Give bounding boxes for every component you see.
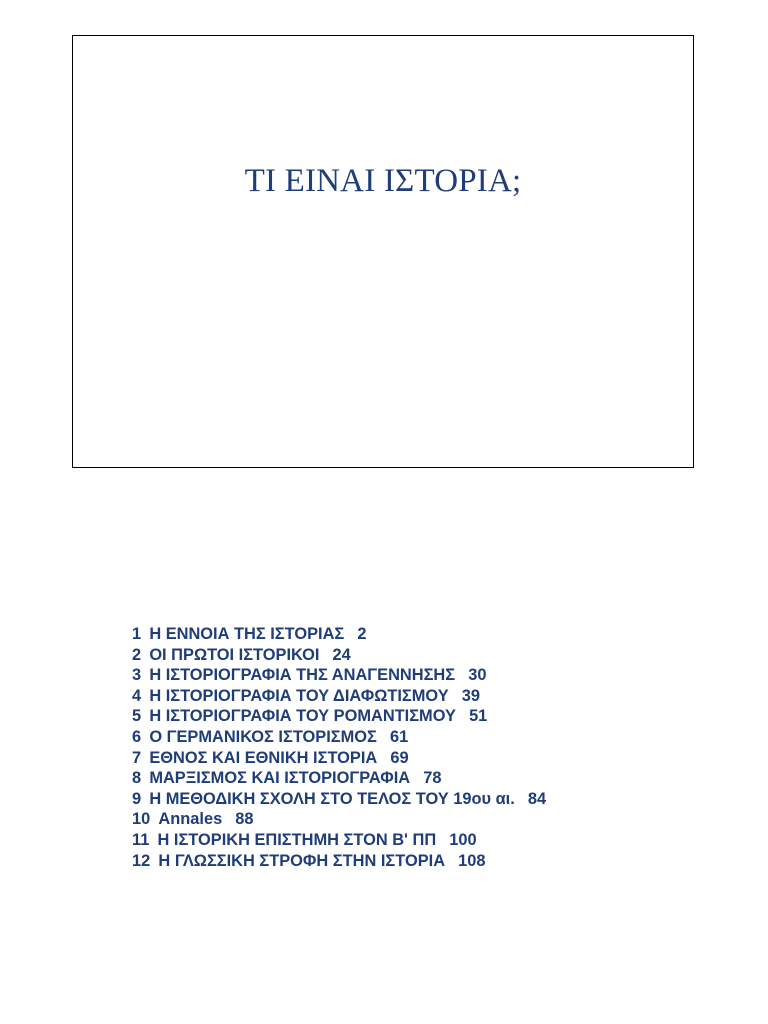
toc-item-title: Η ΓΛΩΣΣΙΚΗ ΣΤΡΟΦΗ ΣΤΗΝ ΙΣΤΟΡΙΑ — [158, 851, 446, 870]
toc-item-title: Annales — [158, 810, 223, 829]
toc-item — [132, 727, 546, 748]
toc-item-number: 5 — [132, 707, 142, 726]
toc-item-page: 108 — [458, 851, 486, 870]
toc-item — [132, 706, 546, 727]
toc-item — [132, 768, 546, 789]
table-of-contents — [132, 624, 546, 871]
toc-item-title: ΕΘΝΟΣ ΚΑΙ ΕΘΝΙΚΗ ΙΣΤΟΡΙΑ — [149, 748, 378, 767]
toc-item-number: 8 — [132, 769, 142, 788]
toc-item-page: 84 — [527, 789, 547, 808]
toc-item-page: 51 — [469, 707, 488, 726]
toc-item — [132, 830, 546, 851]
toc-item — [132, 789, 546, 810]
toc-item-page: 39 — [461, 686, 480, 705]
toc-item-title: Η ΜΕΘΟΔΙΚΗ ΣΧΟΛΗ ΣΤΟ ΤΕΛΟΣ ΤΟΥ 19ου αι. — [149, 789, 515, 808]
toc-item-number: 3 — [132, 666, 142, 685]
toc-item-page: 78 — [423, 769, 442, 788]
toc-item-title: Η ΙΣΤΟΡΙΚΗ ΕΠΙΣΤΗΜΗ ΣΤΟΝ Β' ΠΠ — [157, 830, 437, 849]
toc-item — [132, 686, 546, 707]
toc-item-page: 30 — [468, 666, 487, 685]
toc-item — [132, 748, 546, 769]
toc-item-page: 88 — [235, 810, 254, 829]
toc-item — [132, 809, 546, 830]
toc-item-number: 12 — [132, 851, 151, 870]
toc-item — [132, 851, 546, 872]
toc-item-number: 7 — [132, 748, 142, 767]
toc-item — [132, 624, 546, 645]
toc-item — [132, 665, 546, 686]
toc-item-title: Η ΕΝΝΟΙΑ ΤΗΣ ΙΣΤΟΡΙΑΣ — [149, 625, 345, 643]
toc-item-title: Η ΙΣΤΟΡΙΟΓΡΑΦΙΑ ΤΟΥ ΡΟΜΑΝΤΙΣΜΟΥ — [149, 707, 456, 726]
toc-item-number: 11 — [132, 830, 150, 849]
toc-item-number: 6 — [132, 727, 142, 746]
toc-item-title: ΜΑΡΞΙΣΜΟΣ ΚΑΙ ΙΣΤΟΡΙΟΓΡΑΦΙΑ — [149, 769, 411, 788]
toc-item-number: 2 — [132, 645, 142, 664]
toc-item — [132, 645, 546, 666]
toc-item-number: 4 — [132, 686, 142, 705]
toc-item-number: 9 — [132, 789, 142, 808]
toc-item-page: 2 — [357, 625, 367, 643]
toc-item-title: Η ΙΣΤΟΡΙΟΓΡΑΦΙΑ ΤΗΣ ΑΝΑΓΕΝΝΗΣΗΣ — [149, 666, 456, 685]
toc-item-page: 100 — [449, 830, 477, 849]
toc-item-title: ΟΙ ΠΡΩΤΟΙ ΙΣΤΟΡΙΚΟΙ — [149, 645, 320, 664]
toc-item-page: 24 — [332, 645, 351, 664]
toc-item-number: 1 — [132, 625, 142, 643]
cover-title-box — [72, 35, 694, 468]
document-title: ΤΙ ΕΙΝΑΙ ΙΣΤΟΡΙΑ; — [244, 163, 522, 199]
toc-item-page: 61 — [389, 727, 409, 746]
toc-item-title: Ο ΓΕΡΜΑΝΙΚΟΣ ΙΣΤΟΡΙΣΜΟΣ — [149, 727, 377, 746]
toc-item-title: Η ΙΣΤΟΡΙΟΓΡΑΦΙΑ ΤΟΥ ΔΙΑΦΩΤΙΣΜΟΥ — [149, 686, 449, 705]
toc-item-number: 10 — [132, 810, 151, 829]
toc-item-page: 69 — [390, 748, 409, 767]
